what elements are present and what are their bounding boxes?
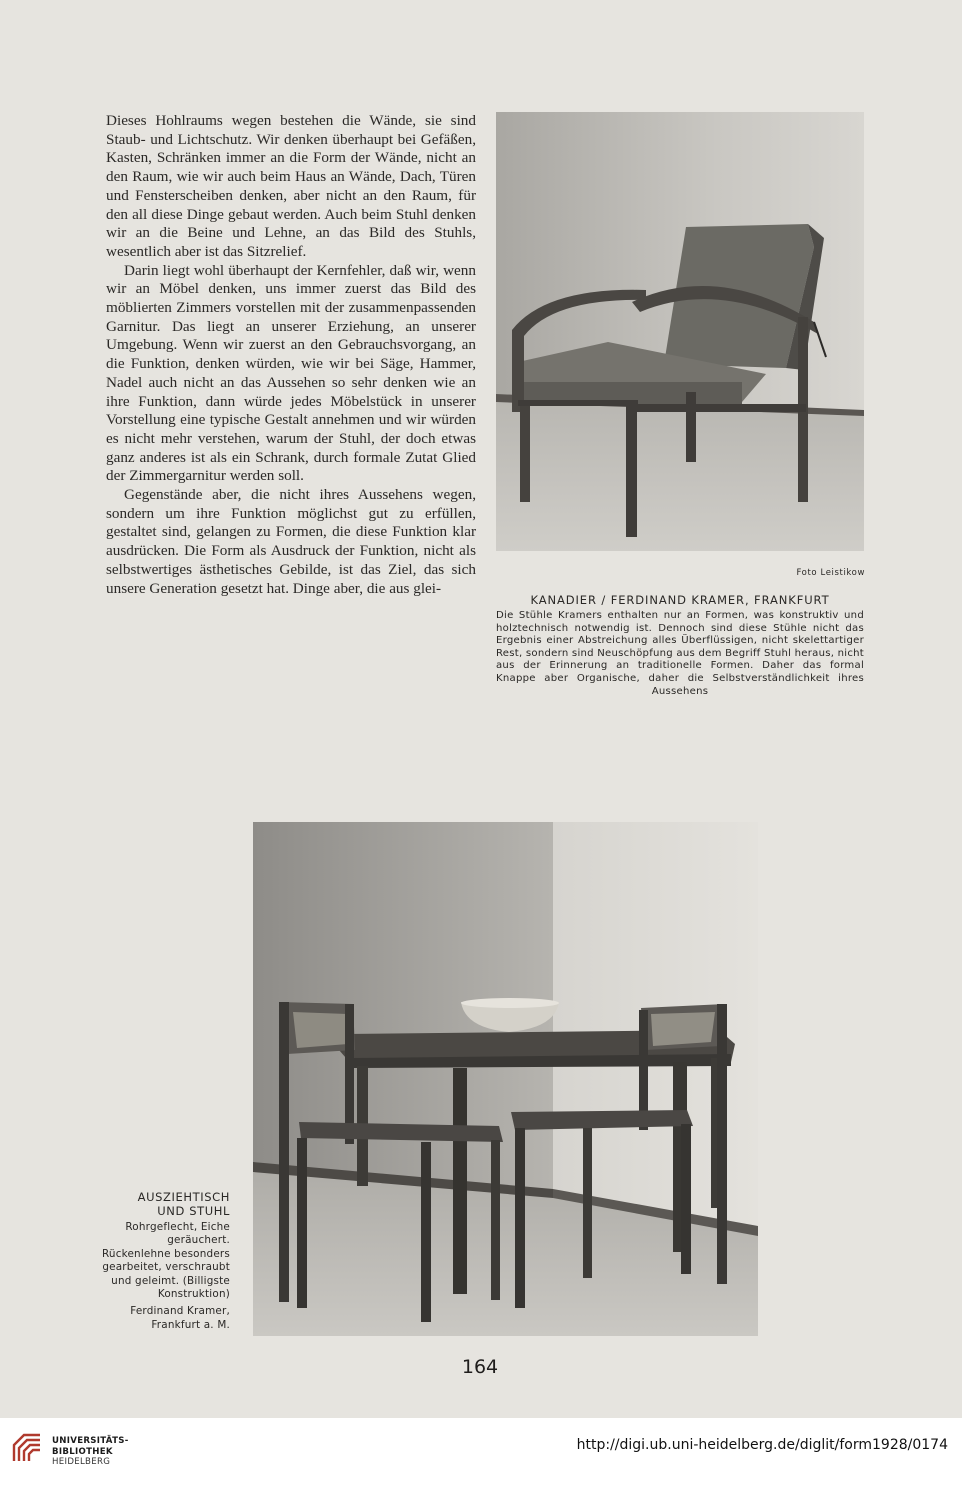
caption-title: KANADIER / FERDINAND KRAMER, FRANKFURT <box>530 593 830 607</box>
caption-author-line: Ferdinand Kramer, <box>130 1305 230 1318</box>
page-number: 164 <box>461 1356 499 1378</box>
library-name[interactable]: UNIVERSITÄTS- BIBLIOTHEK HEIDELBERG <box>52 1436 129 1467</box>
caption-title-line: UND STUHL <box>157 1204 230 1218</box>
university-library-logo-icon[interactable] <box>10 1431 44 1465</box>
caption-body: Die Stühle Kramers enthalten nur an Formen, was konstruktiv und holztechnisch notwendig ist. Dennoch sind diese Stühle nicht das Ergebnis einer Abstreichung alles Überflüssigen, nicht skelettartiger Rest, sondern sind Neuschöpfung aus dem Begriff Stuhl heraus, nicht aus der Erinnerung an traditionelle Formen. Daher das formal Knappe aber Organische, daher die Selbstverständlichkeit ihres Aussehens <box>496 610 864 697</box>
article-body <box>106 112 476 598</box>
photo-credit: Foto Leistikow <box>796 568 865 578</box>
paragraph: Gegenstände aber, die nicht ihres Aussehens wegen, sondern um ihre Funktion möglichst gut zu erfüllen, gestaltet sind, gelangen zu Formen, die diese Funktion klar ausdrücken. Die Form als Ausdruck der Funktion, nicht als selbstwertiges ästhetisches Gebilde, ist das Ziel, das sich unsere Generation gesetzt hat. Dinge aber, die aus glei- <box>106 486 476 597</box>
caption-title-line: AUSZIEHTISCH <box>137 1190 230 1204</box>
armchair-image <box>496 112 864 551</box>
source-url-link[interactable]: http://digi.ub.uni-heidelberg.de/diglit/form1928/0174 <box>576 1437 948 1453</box>
caption-body: Rohrgeflecht, Eiche geräuchert. Rückenlehne besonders gearbeitet, verschraubt und geleimt. (Billigste Konstruktion) <box>101 1221 230 1301</box>
paragraph: Dieses Hohlraums wegen bestehen die Wände, sie sind Staub- und Lichtschutz. Wir denken überhaupt bei Gefäßen, Kasten, Schränken immer an die Form der Wände, nicht an den Raum, wie wir auch beim Haus an Wände, Dach, Türen und Fensterscheiben denken, aber nicht an den Raum, für den all diese Dinge gebaut werden. Auch beim Stuhl denken wir an die Beine und Lehne, an das Bild des Stuhls, wesentlich aber ist das Sitzrelief. <box>106 112 476 260</box>
armchair-photo <box>496 112 864 551</box>
footer-bar <box>0 1418 962 1493</box>
table-chairs-image <box>253 822 758 1336</box>
caption-author-line: Frankfurt a. M. <box>151 1318 230 1331</box>
paragraph: Darin liegt wohl überhaupt der Kernfehler, daß wir, wenn wir an Möbel denken, uns immer zuerst das Bild des möblierten Zimmers vorstellen mit der zusammenpassenden Garnitur. Das liegt an unserer Erziehung, an unserer Umgebung. Wenn wir zuerst an den Gebrauchsvorgang, an die Funktion, denken würden, wie wir bei Säge, Hammer, Nadel auch nicht an das Aussehen so sehr denken wie an ihre Funktion, dann würde jedes Möbelstück in unserer Vorstellung eine typische Gestalt annehmen und wir würden es nicht mehr verstehen, warum der Stuhl, der doch etwas ganz anderes ist als ein Schrank, durch formale Zutat Glied der Zimmergarnitur werden soll. <box>106 261 476 485</box>
table-chairs-photo <box>253 822 758 1336</box>
armchair-caption <box>496 593 864 698</box>
table-caption <box>96 1190 230 1332</box>
